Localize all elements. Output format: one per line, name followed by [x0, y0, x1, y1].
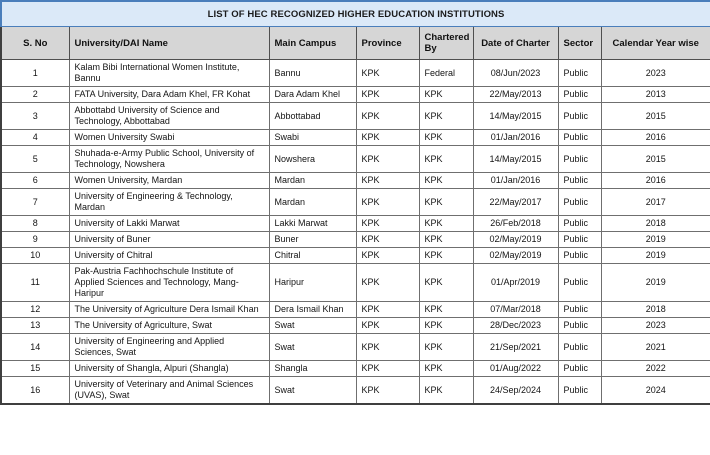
cell-name: University of Shangla, Alpuri (Shangla) [69, 361, 269, 377]
cell-name: Pak-Austria Fachhochschule Institute of Applied Sciences and Technology, Mang-Haripur [69, 264, 269, 302]
cell-sno: 16 [1, 377, 69, 405]
cell-sector: Public [558, 146, 601, 173]
cell-campus: Swat [269, 377, 356, 405]
cell-year: 2023 [601, 60, 710, 87]
cell-year: 2013 [601, 87, 710, 103]
table-title-row [1, 1, 710, 27]
cell-year: 2024 [601, 377, 710, 405]
cell-name: University of Engineering & Technology, Mardan [69, 189, 269, 216]
cell-province: KPK [356, 334, 419, 361]
cell-sector: Public [558, 232, 601, 248]
cell-chartered: KPK [419, 302, 473, 318]
cell-name: The University of Agriculture Dera Ismail Khan [69, 302, 269, 318]
cell-sector: Public [558, 248, 601, 264]
table-row[interactable] [1, 146, 710, 173]
cell-name: Women University Swabi [69, 130, 269, 146]
cell-chartered: KPK [419, 361, 473, 377]
cell-year: 2016 [601, 173, 710, 189]
cell-province: KPK [356, 361, 419, 377]
cell-sno: 10 [1, 248, 69, 264]
cell-sno: 11 [1, 264, 69, 302]
cell-province: KPK [356, 232, 419, 248]
cell-sno: 1 [1, 60, 69, 87]
cell-campus: Chitral [269, 248, 356, 264]
cell-sno: 7 [1, 189, 69, 216]
table-row[interactable] [1, 60, 710, 87]
cell-year: 2023 [601, 318, 710, 334]
cell-date: 28/Dec/2023 [473, 318, 558, 334]
cell-chartered: KPK [419, 216, 473, 232]
cell-year: 2015 [601, 103, 710, 130]
table-row[interactable] [1, 130, 710, 146]
column-header-sno[interactable]: S. No [1, 27, 69, 60]
cell-date: 01/Jan/2016 [473, 173, 558, 189]
cell-province: KPK [356, 130, 419, 146]
cell-chartered: KPK [419, 103, 473, 130]
cell-sector: Public [558, 334, 601, 361]
table-row[interactable] [1, 216, 710, 232]
cell-name: Shuhada-e-Army Public School, University of Technology, Nowshera [69, 146, 269, 173]
cell-campus: Haripur [269, 264, 356, 302]
column-header-campus[interactable]: Main Campus [269, 27, 356, 60]
cell-province: KPK [356, 60, 419, 87]
cell-sector: Public [558, 264, 601, 302]
cell-chartered: KPK [419, 130, 473, 146]
cell-sector: Public [558, 87, 601, 103]
cell-campus: Abbottabad [269, 103, 356, 130]
cell-chartered: KPK [419, 318, 473, 334]
table-row[interactable] [1, 232, 710, 248]
cell-name: University of Veterinary and Animal Sciences (UVAS), Swat [69, 377, 269, 405]
cell-date: 26/Feb/2018 [473, 216, 558, 232]
column-header-province[interactable]: Province [356, 27, 419, 60]
column-header-year[interactable]: Calendar Year wise [601, 27, 710, 60]
cell-province: KPK [356, 377, 419, 405]
cell-province: KPK [356, 173, 419, 189]
cell-sector: Public [558, 60, 601, 87]
cell-year: 2018 [601, 216, 710, 232]
cell-sector: Public [558, 361, 601, 377]
cell-province: KPK [356, 264, 419, 302]
cell-name: Kalam Bibi International Women Institute, Bannu [69, 60, 269, 87]
cell-date: 24/Sep/2024 [473, 377, 558, 405]
cell-campus: Dara Adam Khel [269, 87, 356, 103]
column-header-chartered[interactable]: Chartered By [419, 27, 473, 60]
column-header-date[interactable]: Date of Charter [473, 27, 558, 60]
cell-name: Abbottabd University of Science and Technology, Abbottabad [69, 103, 269, 130]
cell-year: 2019 [601, 232, 710, 248]
cell-year: 2016 [601, 130, 710, 146]
table-row[interactable] [1, 377, 710, 405]
cell-chartered: KPK [419, 264, 473, 302]
cell-campus: Mardan [269, 173, 356, 189]
cell-chartered: KPK [419, 146, 473, 173]
cell-sno: 13 [1, 318, 69, 334]
cell-sno: 8 [1, 216, 69, 232]
cell-chartered: KPK [419, 248, 473, 264]
cell-name: The University of Agriculture, Swat [69, 318, 269, 334]
cell-year: 2019 [601, 264, 710, 302]
cell-name: Women University, Mardan [69, 173, 269, 189]
cell-name: FATA University, Dara Adam Khel, FR Kohat [69, 87, 269, 103]
cell-campus: Nowshera [269, 146, 356, 173]
cell-campus: Dera Ismail Khan [269, 302, 356, 318]
cell-chartered: KPK [419, 87, 473, 103]
cell-campus: Swat [269, 334, 356, 361]
cell-date: 21/Sep/2021 [473, 334, 558, 361]
cell-date: 14/May/2015 [473, 146, 558, 173]
table-header-row [1, 27, 710, 60]
cell-name: University of Chitral [69, 248, 269, 264]
column-header-sector[interactable]: Sector [558, 27, 601, 60]
table-row[interactable] [1, 103, 710, 130]
cell-name: University of Engineering and Applied Sciences, Swat [69, 334, 269, 361]
cell-sector: Public [558, 377, 601, 405]
cell-date: 07/Mar/2018 [473, 302, 558, 318]
cell-province: KPK [356, 248, 419, 264]
cell-province: KPK [356, 103, 419, 130]
cell-campus: Swat [269, 318, 356, 334]
cell-name: University of Buner [69, 232, 269, 248]
cell-campus: Mardan [269, 189, 356, 216]
cell-campus: Shangla [269, 361, 356, 377]
cell-date: 02/May/2019 [473, 248, 558, 264]
cell-province: KPK [356, 146, 419, 173]
cell-sector: Public [558, 130, 601, 146]
cell-date: 01/Aug/2022 [473, 361, 558, 377]
page-title: LIST OF HEC RECOGNIZED HIGHER EDUCATION INSTITUTIONS [1, 1, 710, 27]
cell-sno: 3 [1, 103, 69, 130]
cell-date: 08/Jun/2023 [473, 60, 558, 87]
cell-chartered: KPK [419, 377, 473, 405]
table-row[interactable] [1, 189, 710, 216]
cell-chartered: KPK [419, 173, 473, 189]
cell-year: 2019 [601, 248, 710, 264]
table-row[interactable] [1, 318, 710, 334]
cell-date: 14/May/2015 [473, 103, 558, 130]
cell-province: KPK [356, 87, 419, 103]
cell-sno: 15 [1, 361, 69, 377]
cell-campus: Lakki Marwat [269, 216, 356, 232]
table-row[interactable] [1, 264, 710, 302]
cell-date: 02/May/2019 [473, 232, 558, 248]
cell-sno: 6 [1, 173, 69, 189]
cell-sector: Public [558, 216, 601, 232]
cell-name: University of Lakki Marwat [69, 216, 269, 232]
cell-date: 22/May/2013 [473, 87, 558, 103]
cell-campus: Buner [269, 232, 356, 248]
cell-province: KPK [356, 318, 419, 334]
cell-sno: 9 [1, 232, 69, 248]
cell-year: 2018 [601, 302, 710, 318]
table-row[interactable] [1, 302, 710, 318]
cell-sno: 12 [1, 302, 69, 318]
cell-sector: Public [558, 189, 601, 216]
cell-date: 01/Apr/2019 [473, 264, 558, 302]
table-row[interactable] [1, 248, 710, 264]
cell-sno: 5 [1, 146, 69, 173]
cell-sno: 14 [1, 334, 69, 361]
table-row[interactable] [1, 334, 710, 361]
cell-province: KPK [356, 189, 419, 216]
cell-chartered: KPK [419, 334, 473, 361]
cell-date: 22/May/2017 [473, 189, 558, 216]
cell-date: 01/Jan/2016 [473, 130, 558, 146]
cell-sector: Public [558, 302, 601, 318]
cell-year: 2015 [601, 146, 710, 173]
cell-sno: 2 [1, 87, 69, 103]
cell-province: KPK [356, 216, 419, 232]
column-header-name[interactable]: University/DAI Name [69, 27, 269, 60]
cell-province: KPK [356, 302, 419, 318]
cell-year: 2017 [601, 189, 710, 216]
cell-campus: Swabi [269, 130, 356, 146]
table-row[interactable] [1, 173, 710, 189]
cell-chartered: KPK [419, 189, 473, 216]
cell-sector: Public [558, 318, 601, 334]
cell-chartered: KPK [419, 232, 473, 248]
cell-sector: Public [558, 103, 601, 130]
cell-chartered: Federal [419, 60, 473, 87]
cell-campus: Bannu [269, 60, 356, 87]
table-row[interactable] [1, 87, 710, 103]
cell-sector: Public [558, 173, 601, 189]
table-row[interactable] [1, 361, 710, 377]
cell-sno: 4 [1, 130, 69, 146]
cell-year: 2021 [601, 334, 710, 361]
cell-year: 2022 [601, 361, 710, 377]
